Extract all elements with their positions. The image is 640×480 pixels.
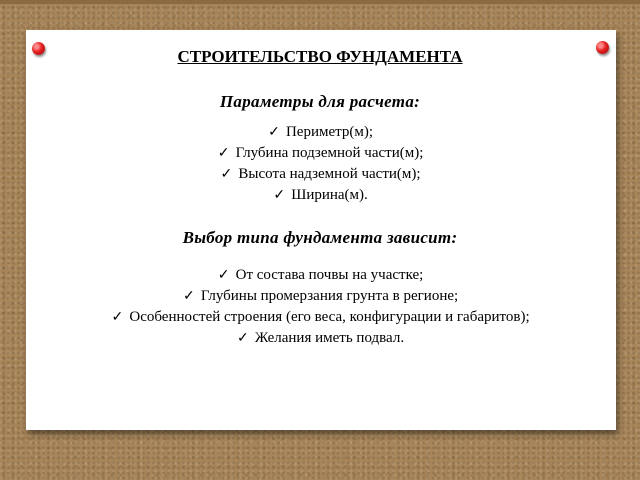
checkmark-icon: ✓ (268, 125, 280, 140)
list-item (110, 307, 530, 328)
list-item (0, 164, 640, 185)
list-item (0, 265, 640, 286)
checkmark-icon: ✓ (182, 289, 195, 304)
page-title: СТРОИТЕЛЬСТВО ФУНДАМЕНТА (177, 47, 463, 66)
list-item-text: Периметр(м); (285, 124, 374, 140)
checkmark-icon: ✓ (273, 188, 286, 203)
list-item-text: Особенностей строения (его веса, конфигурации и габаритов); (129, 309, 530, 325)
checkmark-icon: ✓ (217, 268, 230, 283)
list-item-text: Глубина подземной части(м); (235, 145, 424, 161)
checkmark-icon: ✓ (237, 331, 249, 346)
list-item (0, 185, 640, 206)
list-item (0, 122, 640, 143)
parameters-list (0, 122, 640, 206)
checkmark-icon: ✓ (220, 167, 233, 182)
factors-list (0, 265, 640, 349)
section-heading-parameters: Параметры для расчета: (219, 92, 421, 111)
checkmark-icon: ✓ (217, 146, 230, 161)
checkmark-icon: ✓ (111, 310, 124, 325)
list-item (0, 286, 640, 307)
list-item (0, 143, 640, 164)
list-item-text: Глубины промерзания грунта в регионе; (200, 288, 459, 304)
list-item-text: Ширина(м). (291, 187, 368, 203)
section-heading-foundation-type: Выбор типа фундамента зависит: (182, 228, 458, 247)
list-item-text: Желания иметь подвал. (254, 330, 405, 346)
list-item (0, 328, 640, 349)
board-frame (0, 0, 640, 4)
list-item-text: Высота надземной части(м); (238, 166, 421, 182)
list-item-text: От состава почвы на участке; (235, 267, 424, 283)
